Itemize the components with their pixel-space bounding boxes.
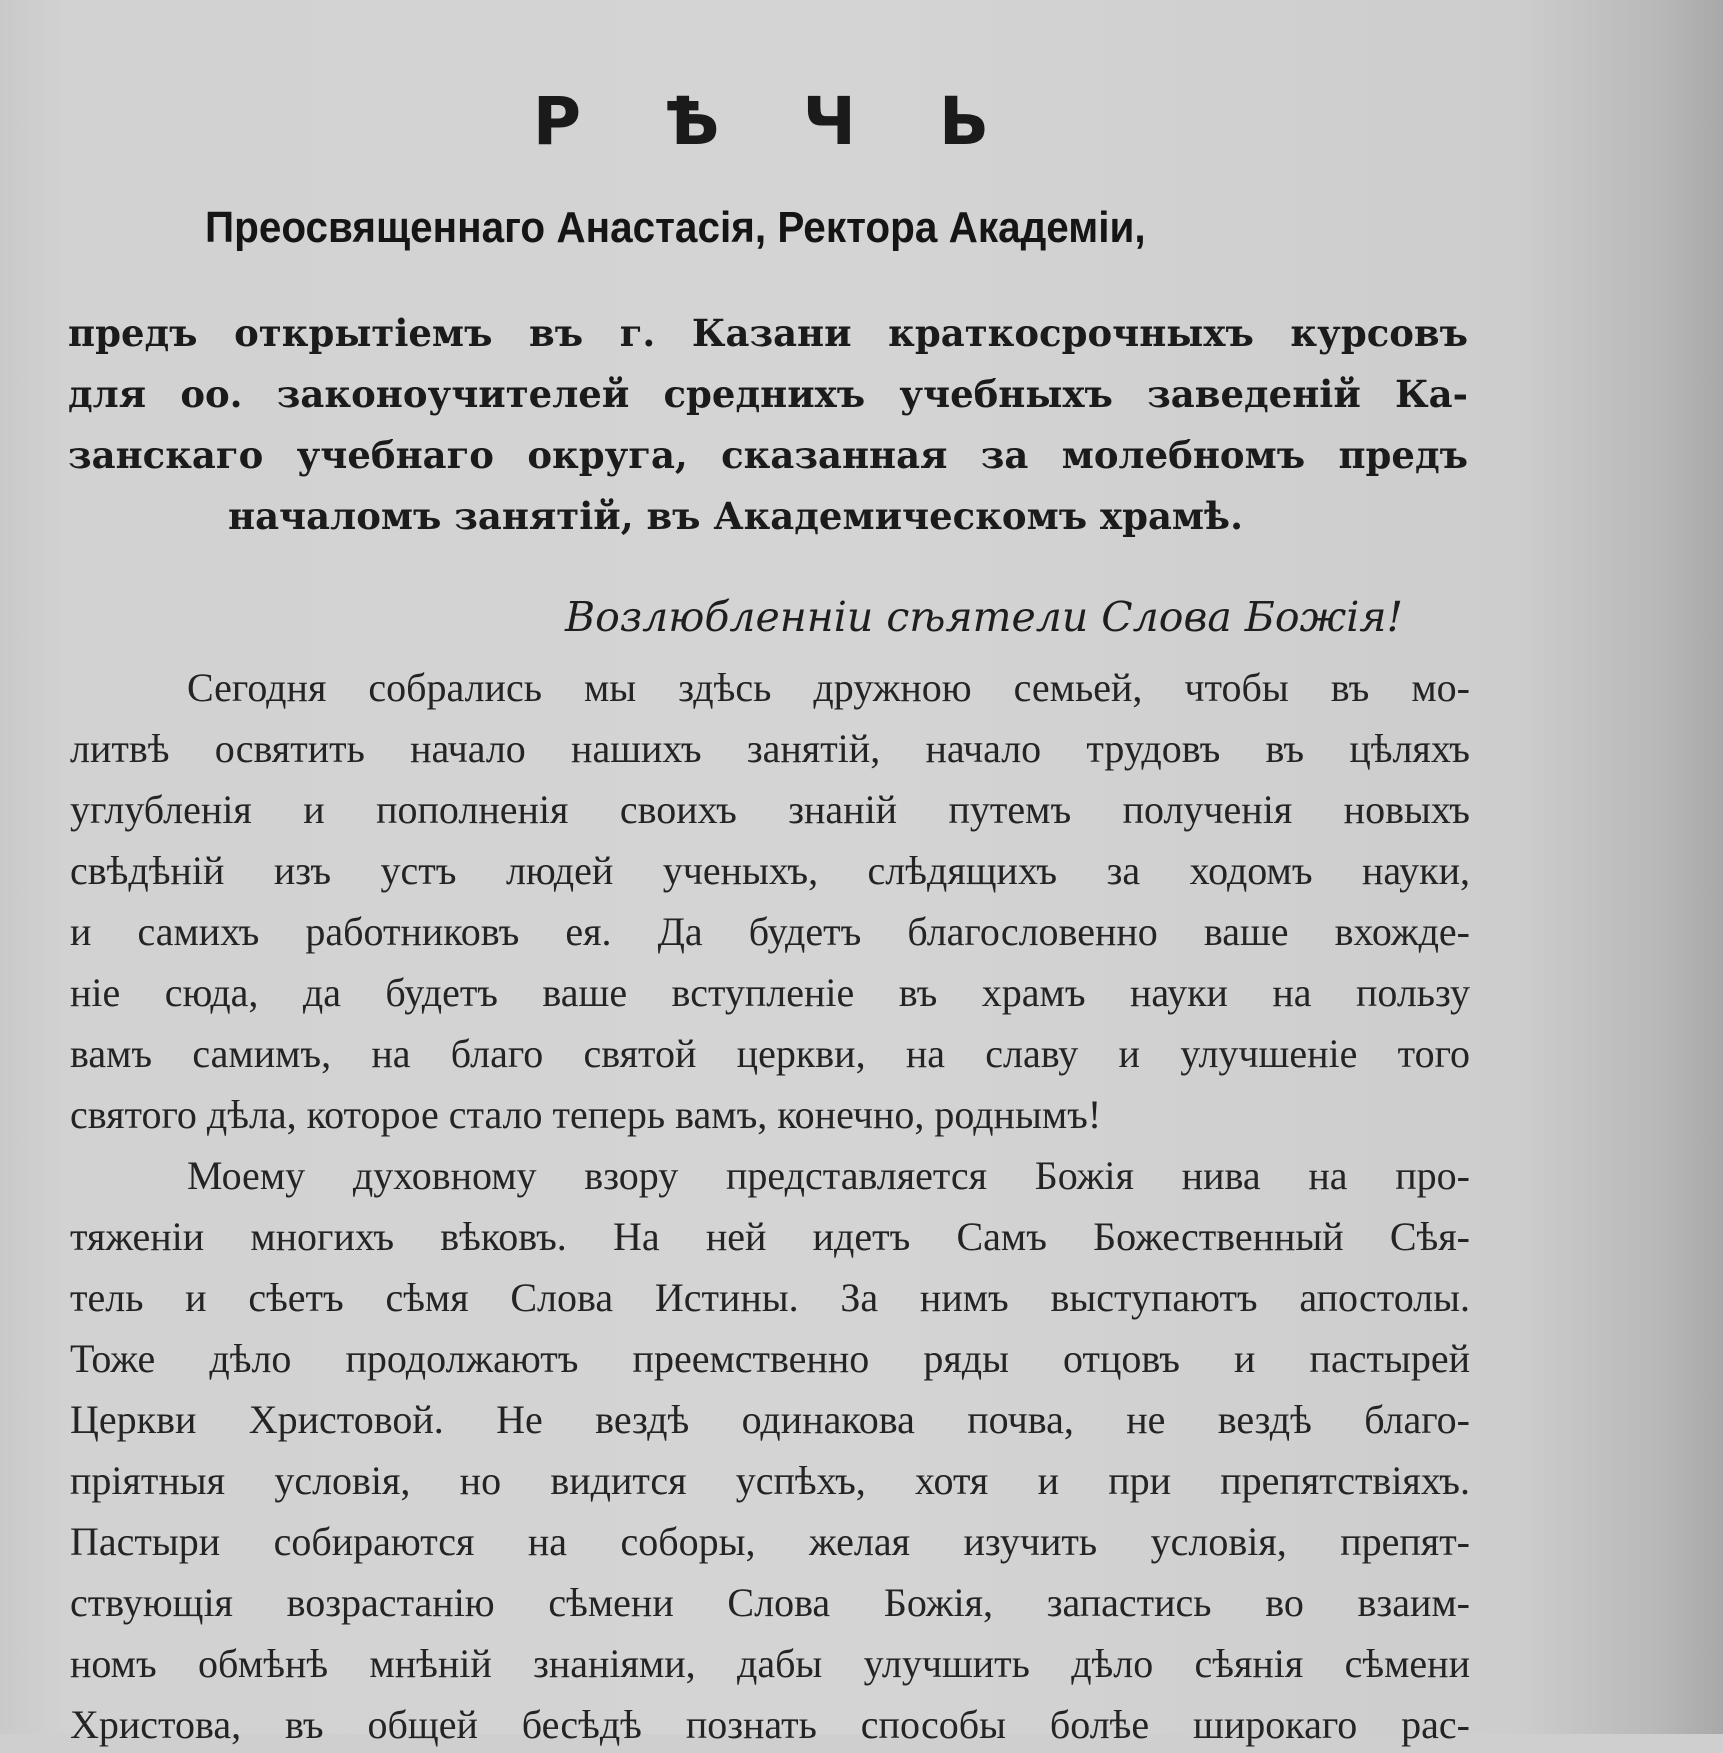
speaker-subtitle: Преосвященнаго Анастасія, Ректора Академіи, xyxy=(205,203,1146,252)
occasion-line: для оо. законоучителей среднихъ учебныхъ заведеній Ка- xyxy=(68,372,1468,416)
paragraph-line: Сегодня собрались мы здѣсь дружною семьей, чтобы въ мо- xyxy=(187,665,1470,710)
page-title: Р Ѣ Ч Ь xyxy=(532,83,1020,160)
salutation: Возлюбленніи сѣятели Слова Божія! xyxy=(565,593,1403,641)
paragraph-line: Моему духовному взору представляется Божія нива на про- xyxy=(187,1153,1470,1198)
paragraph-line: номъ обмѣнѣ мнѣній знаніями, дабы улучшить дѣло сѣянія сѣмени xyxy=(70,1641,1470,1686)
paragraph-line: свѣдѣній изъ устъ людей ученыхъ, слѣдящихъ за ходомъ науки, xyxy=(70,848,1470,893)
occasion-line: началомъ занятій, въ Академическомъ храмѣ. xyxy=(228,494,1243,538)
paragraph-line: Пастыри собираются на соборы, желая изучить условія, препят- xyxy=(70,1519,1470,1564)
paragraph-line: святого дѣла, которое стало теперь вамъ, конечно, роднымъ! xyxy=(70,1092,1102,1137)
paragraph-line: Церкви Христовой. Не вездѣ одинакова почва, не вездѣ благо- xyxy=(70,1397,1470,1442)
paragraph-line: ніе сюда, да будетъ ваше вступленіе въ храмъ науки на пользу xyxy=(70,970,1470,1015)
paragraph-line: и самихъ работниковъ ея. Да будетъ благословенно ваше вхожде- xyxy=(70,909,1470,954)
paragraph-line: тель и сѣетъ сѣмя Слова Истины. За нимъ выступаютъ апостолы. xyxy=(70,1275,1470,1320)
paragraph-line: пріятныя условія, но видится успѣхъ, хотя и при препятствіяхъ. xyxy=(70,1458,1470,1503)
paragraph-line: литвѣ освятить начало нашихъ занятій, начало трудовъ въ цѣляхъ xyxy=(70,726,1470,771)
paragraph-line: тяженіи многихъ вѣковъ. На ней идетъ Самъ Божественный Сѣя- xyxy=(70,1214,1470,1259)
paragraph-line: вамъ самимъ, на благо святой церкви, на славу и улучшеніе того xyxy=(70,1031,1470,1076)
paragraph-line: Тоже дѣло продолжаютъ преемственно ряды отцовъ и пастырей xyxy=(70,1336,1470,1381)
occasion-line: занскаго учебнаго округа, сказанная за молебномъ предъ xyxy=(68,433,1468,477)
paragraph-line: ствующія возрастанію сѣмени Слова Божія, запастись во взаим- xyxy=(70,1580,1470,1625)
occasion-line: предъ открытіемъ въ г. Казани краткосрочныхъ курсовъ xyxy=(68,311,1468,355)
paragraph-line: углубленія и пополненія своихъ знаній путемъ полученія новыхъ xyxy=(70,787,1470,832)
paragraph-line: Христова, въ общей бесѣдѣ познать способы болѣе широкаго рас- xyxy=(70,1702,1470,1747)
